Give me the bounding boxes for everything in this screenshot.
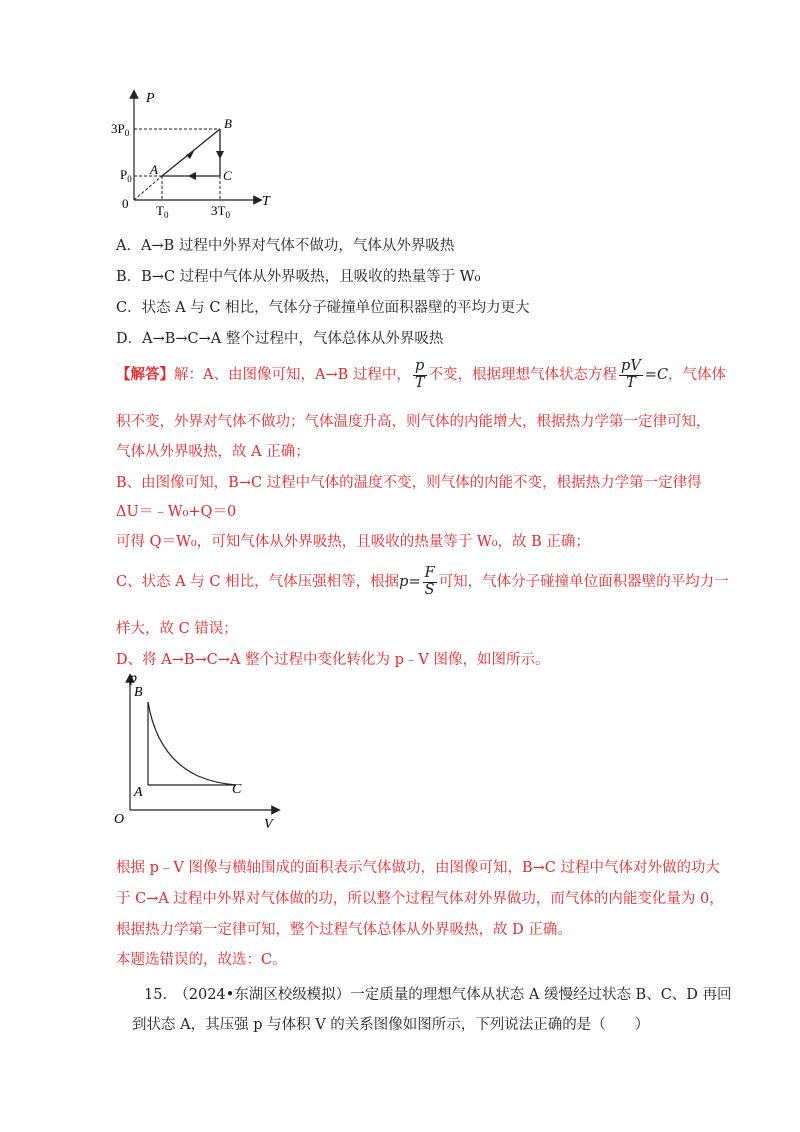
answer-line-13: 本题选错误的，故选：C。 <box>116 952 287 968</box>
answer-line-2: 积不变，外界对气体不做功；气体温度升高，则气体的内能增大，根据热力学第一定律可知， <box>116 414 711 430</box>
option-c: C．状态 A 与 C 相比，气体分子碰撞单位面积器壁的平均力更大 <box>116 300 530 316</box>
point-b-label-2: B <box>134 685 143 700</box>
answer-line-6: 可得 Q＝W₀，可知气体从外界吸热，且吸收的热量等于 W₀，故 B 正确； <box>116 534 590 550</box>
answer-line-9: D、将 A→B→C→A 整个过程中变化转化为 p﹣V 图像，如图所示。 <box>116 652 550 668</box>
x-tick-t0: $T_0$ <box>156 203 169 220</box>
origin-label-2: O <box>114 812 125 827</box>
answer-line-1: 【解答】解：A、由图像可知，A→B 过程中， $\frac{p}{T}$ 不变，根据理想气体状态方程 $\frac{pV}{T}$ =C，气体体 <box>116 358 727 391</box>
point-b-label: B <box>224 116 232 131</box>
point-a-label: A <box>150 162 158 177</box>
isotherm-bc <box>148 702 236 785</box>
point-a-label-2: A <box>134 785 143 800</box>
pt-diagram <box>110 88 290 223</box>
p-axis-label-2: p <box>130 671 137 686</box>
y-tick-3p0: $3P_0$ <box>111 121 130 138</box>
answer-line-12: 根据热力学第一定律可知，整个过程气体总体从外界吸热，故 D 正确。 <box>116 922 572 938</box>
pv-diagram <box>108 668 288 833</box>
answer-line-5: ΔU＝﹣W₀+Q＝0 <box>116 504 237 520</box>
answer-line-4: B、由图像可知，B→C 过程中气体的温度不变，则气体的内能不变，根据热力学第一定律得 <box>116 475 702 491</box>
option-d: D．A→B→C→A 整个过程中，气体总体从外界吸热 <box>116 331 444 347</box>
p-axis-label: P <box>146 91 155 106</box>
fraction-f-over-s: $\frac{F}{S}$ <box>424 565 435 598</box>
option-b: B．B→C 过程中气体从外界吸热，且吸收的热量等于 W₀ <box>116 269 481 285</box>
point-c-label: C <box>223 168 232 183</box>
question-15-line-1: 15. （2024•东湖区校级模拟）一定质量的理想气体从状态 A 缓慢经过状态 B、C、D 再回 <box>144 987 732 1003</box>
fraction-pv-over-t: $\frac{pV}{T}$ <box>621 358 641 391</box>
answer-tag: 【解答】 <box>116 366 174 383</box>
option-a: A．A→B 过程中外界对气体不做功，气体从外界吸热 <box>116 238 455 254</box>
t-axis-label: T <box>262 194 270 209</box>
question-15-line-2: 到状态 A，其压强 p 与体积 V 的关系图像如图所示，下列说法正确的是（ ） <box>132 1017 650 1033</box>
fraction-p-over-t: $\frac{p}{T}$ <box>414 358 425 391</box>
origin-label: 0 <box>122 196 129 211</box>
answer-line-3: 气体从外界吸热，故 A 正确； <box>116 444 310 460</box>
v-axis-label: V <box>264 817 273 832</box>
answer-line-10: 根据 p﹣V 图像与横轴围成的面积表示气体做功，由图像可知，B→C 过程中气体对外做的功大 <box>116 860 720 876</box>
y-tick-p0: $P_0$ <box>120 167 132 184</box>
answer-line-7: C、状态 A 与 C 相比，气体压强相等，根据p= $\frac{F}{S}$ 可知，气体分子碰撞单位面积器壁的平均力一 <box>116 565 729 598</box>
answer-line-11: 于 C→A 过程中外界对气体做的功，所以整个过程气体对外界做功，而气体的内能变化量为 0， <box>116 891 724 907</box>
answer-line-8: 样大，故 C 错误； <box>116 621 238 637</box>
x-tick-3t0: $3T_0$ <box>211 203 230 220</box>
point-c-label-2: C <box>232 782 242 797</box>
